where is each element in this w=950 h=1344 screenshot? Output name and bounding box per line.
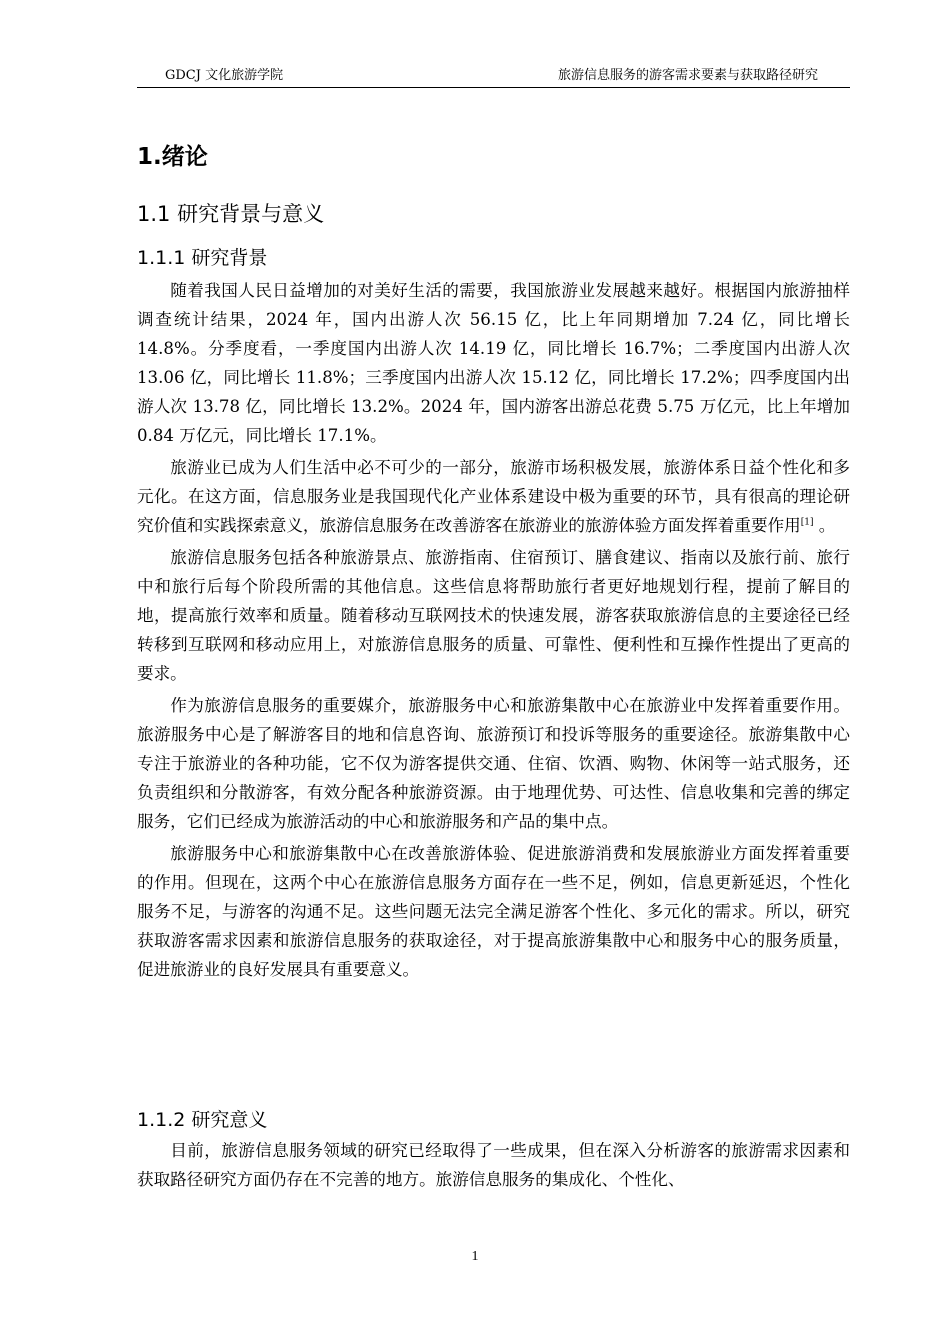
- paragraph: 目前，旅游信息服务领域的研究已经取得了一些成果，但在深入分析游客的旅游需求因素和获取路径研究方面仍存在不完善的地方。旅游信息服务的集成化、个性化、: [137, 1141, 850, 1189]
- header-institution: GDCJ 文化旅游学院: [165, 68, 284, 83]
- background-body: [137, 276, 850, 1106]
- subsection-title-background: 1.1.1 研究背景: [137, 247, 268, 269]
- paragraph: 旅游信息服务包括各种旅游景点、旅游指南、住宿预订、膳食建议、指南以及旅行前、旅行中和旅行后每个阶段所需的其他信息。这些信息将帮助旅行者更好地规划行程，提前了解目的地，提高旅行效率和质量。随着移动互联网技术的快速发展，游客获取旅游信息的主要途径已经转移到互联网和移动应用上，对旅游信息服务的质量、可靠性、便利性和互操作性提出了更高的要求。: [137, 548, 850, 683]
- paragraph: 作为旅游信息服务的重要媒介，旅游服务中心和旅游集散中心在旅游业中发挥着重要作用。旅游服务中心是了解游客目的地和信息咨询、旅游预订和投诉等服务的重要途径。旅游集散中心专注于旅游业的各种功能，它不仅为游客提供交通、住宿、饮酒、购物、休闲等一站式服务，还负责组织和分散游客，有效分配各种旅游资源。由于地理优势、可达性、信息收集和完善的绑定服务，它们已经成为旅游活动的中心和旅游服务和产品的集中点。: [137, 696, 850, 831]
- paragraph: 旅游服务中心和旅游集散中心在改善旅游体验、促进旅游消费和发展旅游业方面发挥着重要的作用。但现在，这两个中心在旅游信息服务方面存在一些不足，例如，信息更新延迟，个性化服务不足，与游客的沟通不足。这些问题无法完全满足游客个性化、多元化的需求。所以，研究获取游客需求因素和旅游信息服务的获取途径，对于提高旅游集散中心和服务中心的服务质量，促进旅游业的良好发展具有重要意义。: [137, 844, 850, 979]
- section-title: 1.1 研究背景与意义: [137, 202, 325, 226]
- chapter-title: 1.绪论: [137, 144, 208, 170]
- paragraph: [137, 453, 850, 540]
- paragraph-tail: 。: [813, 516, 836, 535]
- header-thesis-title: 旅游信息服务的游客需求要素与获取路径研究: [557, 68, 818, 83]
- significance-body: [137, 1136, 850, 1226]
- citation-reference: [1]: [800, 517, 814, 528]
- page-header: [137, 66, 850, 86]
- paragraph: 随着我国人民日益增加的对美好生活的需要，我国旅游业发展越来越好。根据国内旅游抽样调查统计结果，2024 年，国内出游人次 56.15 亿，比上年同期增加 7.24 亿，同比增长 14.8%。分季度看，一季度国内出游人次 14.19 亿，同比增长 16.7%；二季度国内出游人次 13.06 亿，同比增长 11.8%；三季度国内出游人次 15.12 亿，同比增长 17.2%；四季度国内出游人次 13.78 亿，同比增长 13.2%。2024 年，国内游客出游总花费 5.75 万亿元，比上年增加 0.84 万亿元，同比增长 17.1%。: [137, 281, 850, 445]
- header-divider: [137, 87, 850, 88]
- paragraph-text: 旅游业已成为人们生活中必不可少的一部分，旅游市场积极发展，旅游体系日益个性化和多元化。在这方面，信息服务业是我国现代化产业体系建设中极为重要的环节，具有很高的理论研究价值和实践探索意义，旅游信息服务在改善游客在旅游业的旅游体验方面发挥着重要作用: [137, 458, 850, 535]
- page-number: 1: [471, 1249, 479, 1264]
- subsection-title-significance: 1.1.2 研究意义: [137, 1109, 268, 1131]
